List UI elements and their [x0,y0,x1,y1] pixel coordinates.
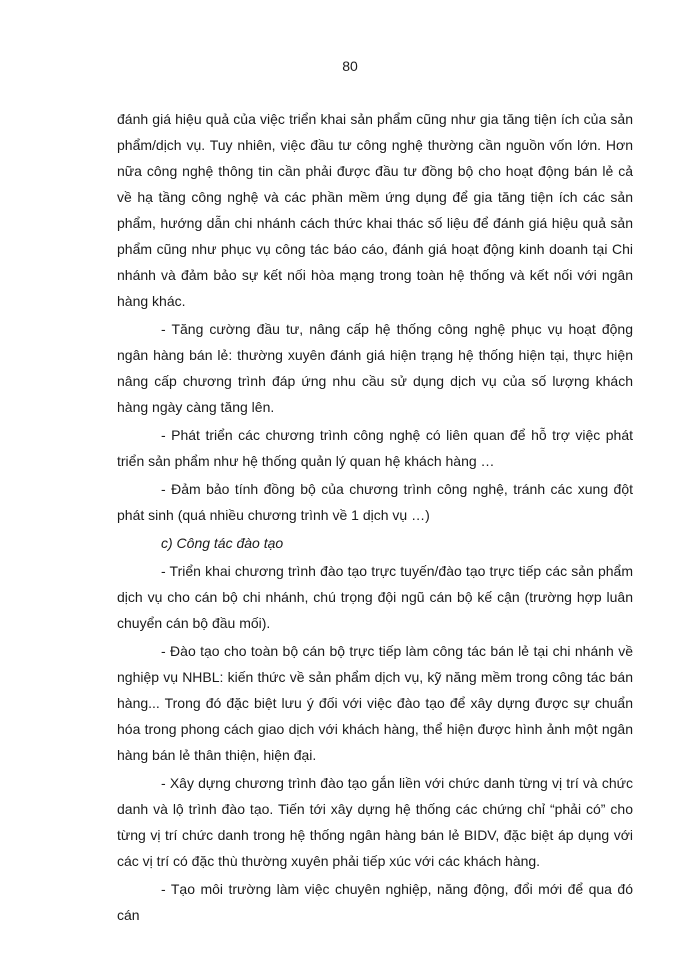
paragraph-training-online: - Triển khai chương trình đào tạo trực tuyến/đào tạo trực tiếp các sản phẩm dịch vụ cho cán bộ chi nhánh, chú trọng đội ngũ cán bộ kế cận (trường hợp luân chuyển cán bộ đầu mối). [117,563,633,631]
paragraph-training-roles: - Xây dựng chương trình đào tạo gắn liền với chức danh từng vị trí và chức danh và lộ trình đào tạo. Tiến tới xây dựng hệ thống các chứng chỉ “phải có” cho từng vị trí chức danh trong hệ thống ngân hàng bán lẻ BIDV, đặc biệt áp dụng với các vị trí có đặc thù thường xuyên phải tiếp xúc với các khách hàng. [117,775,633,869]
document-body [117,106,633,930]
page-number: 80 [342,58,358,74]
paragraph-continuation: đánh giá hiệu quả của việc triển khai sản phẩm cũng như gia tăng tiện ích của sản phẩm/dịch vụ. Tuy nhiên, việc đầu tư công nghệ thường cần nguồn vốn lớn. Hơn nữa công nghệ thông tin cần phải được đầu tư đồng bộ cho hoạt động bán lẻ cả về hạ tầng công nghệ và các phần mềm ứng dụng để gia tăng tiện ích các sản phẩm, hướng dẫn chi nhánh cách thức khai thác số liệu để đánh giá hiệu quả sản phẩm cũng như phục vụ công tác báo cáo, đánh giá hoạt động kinh doanh tại Chi nhánh và đảm bảo sự kết nối hòa mạng trong toàn hệ thống và kết nối với ngân hàng khác. [117,111,633,309]
paragraph-technology-programs: - Phát triển các chương trình công nghệ có liên quan để hỗ trợ việc phát triển sản phẩm như hệ thống quản lý quan hệ khách hàng … [117,427,633,469]
paragraph-technology-sync: - Đảm bảo tính đồng bộ của chương trình công nghệ, tránh các xung đột phát sinh (quá nhiều chương trình về 1 dịch vụ …) [117,481,633,523]
paragraph-training-staff: - Đào tạo cho toàn bộ cán bộ trực tiếp làm công tác bán lẻ tại chi nhánh về nghiệp vụ NHBL: kiến thức về sản phẩm dịch vụ, kỹ năng mềm trong công tác bán hàng... Trong đó đặc biệt lưu ý đối với việc đào tạo để xây dựng được sự chuẩn hóa trong phong cách giao dịch với khách hàng, thể hiện được hình ảnh một ngân hàng bán lẻ thân thiện, hiện đại. [117,643,633,763]
paragraph-work-environment: - Tạo môi trường làm việc chuyên nghiệp, năng động, đổi mới để qua đó cán [117,881,633,923]
paragraph-technology-upgrade: - Tăng cường đầu tư, nâng cấp hệ thống công nghệ phục vụ hoạt động ngân hàng bán lẻ: thường xuyên đánh giá hiện trạng hệ thống hiện tại, thực hiện nâng cấp chương trình đáp ứng nhu cầu sử dụng dịch vụ của số lượng khách hàng ngày càng tăng lên. [117,321,633,415]
section-heading-training: c) Công tác đào tạo [161,535,284,551]
